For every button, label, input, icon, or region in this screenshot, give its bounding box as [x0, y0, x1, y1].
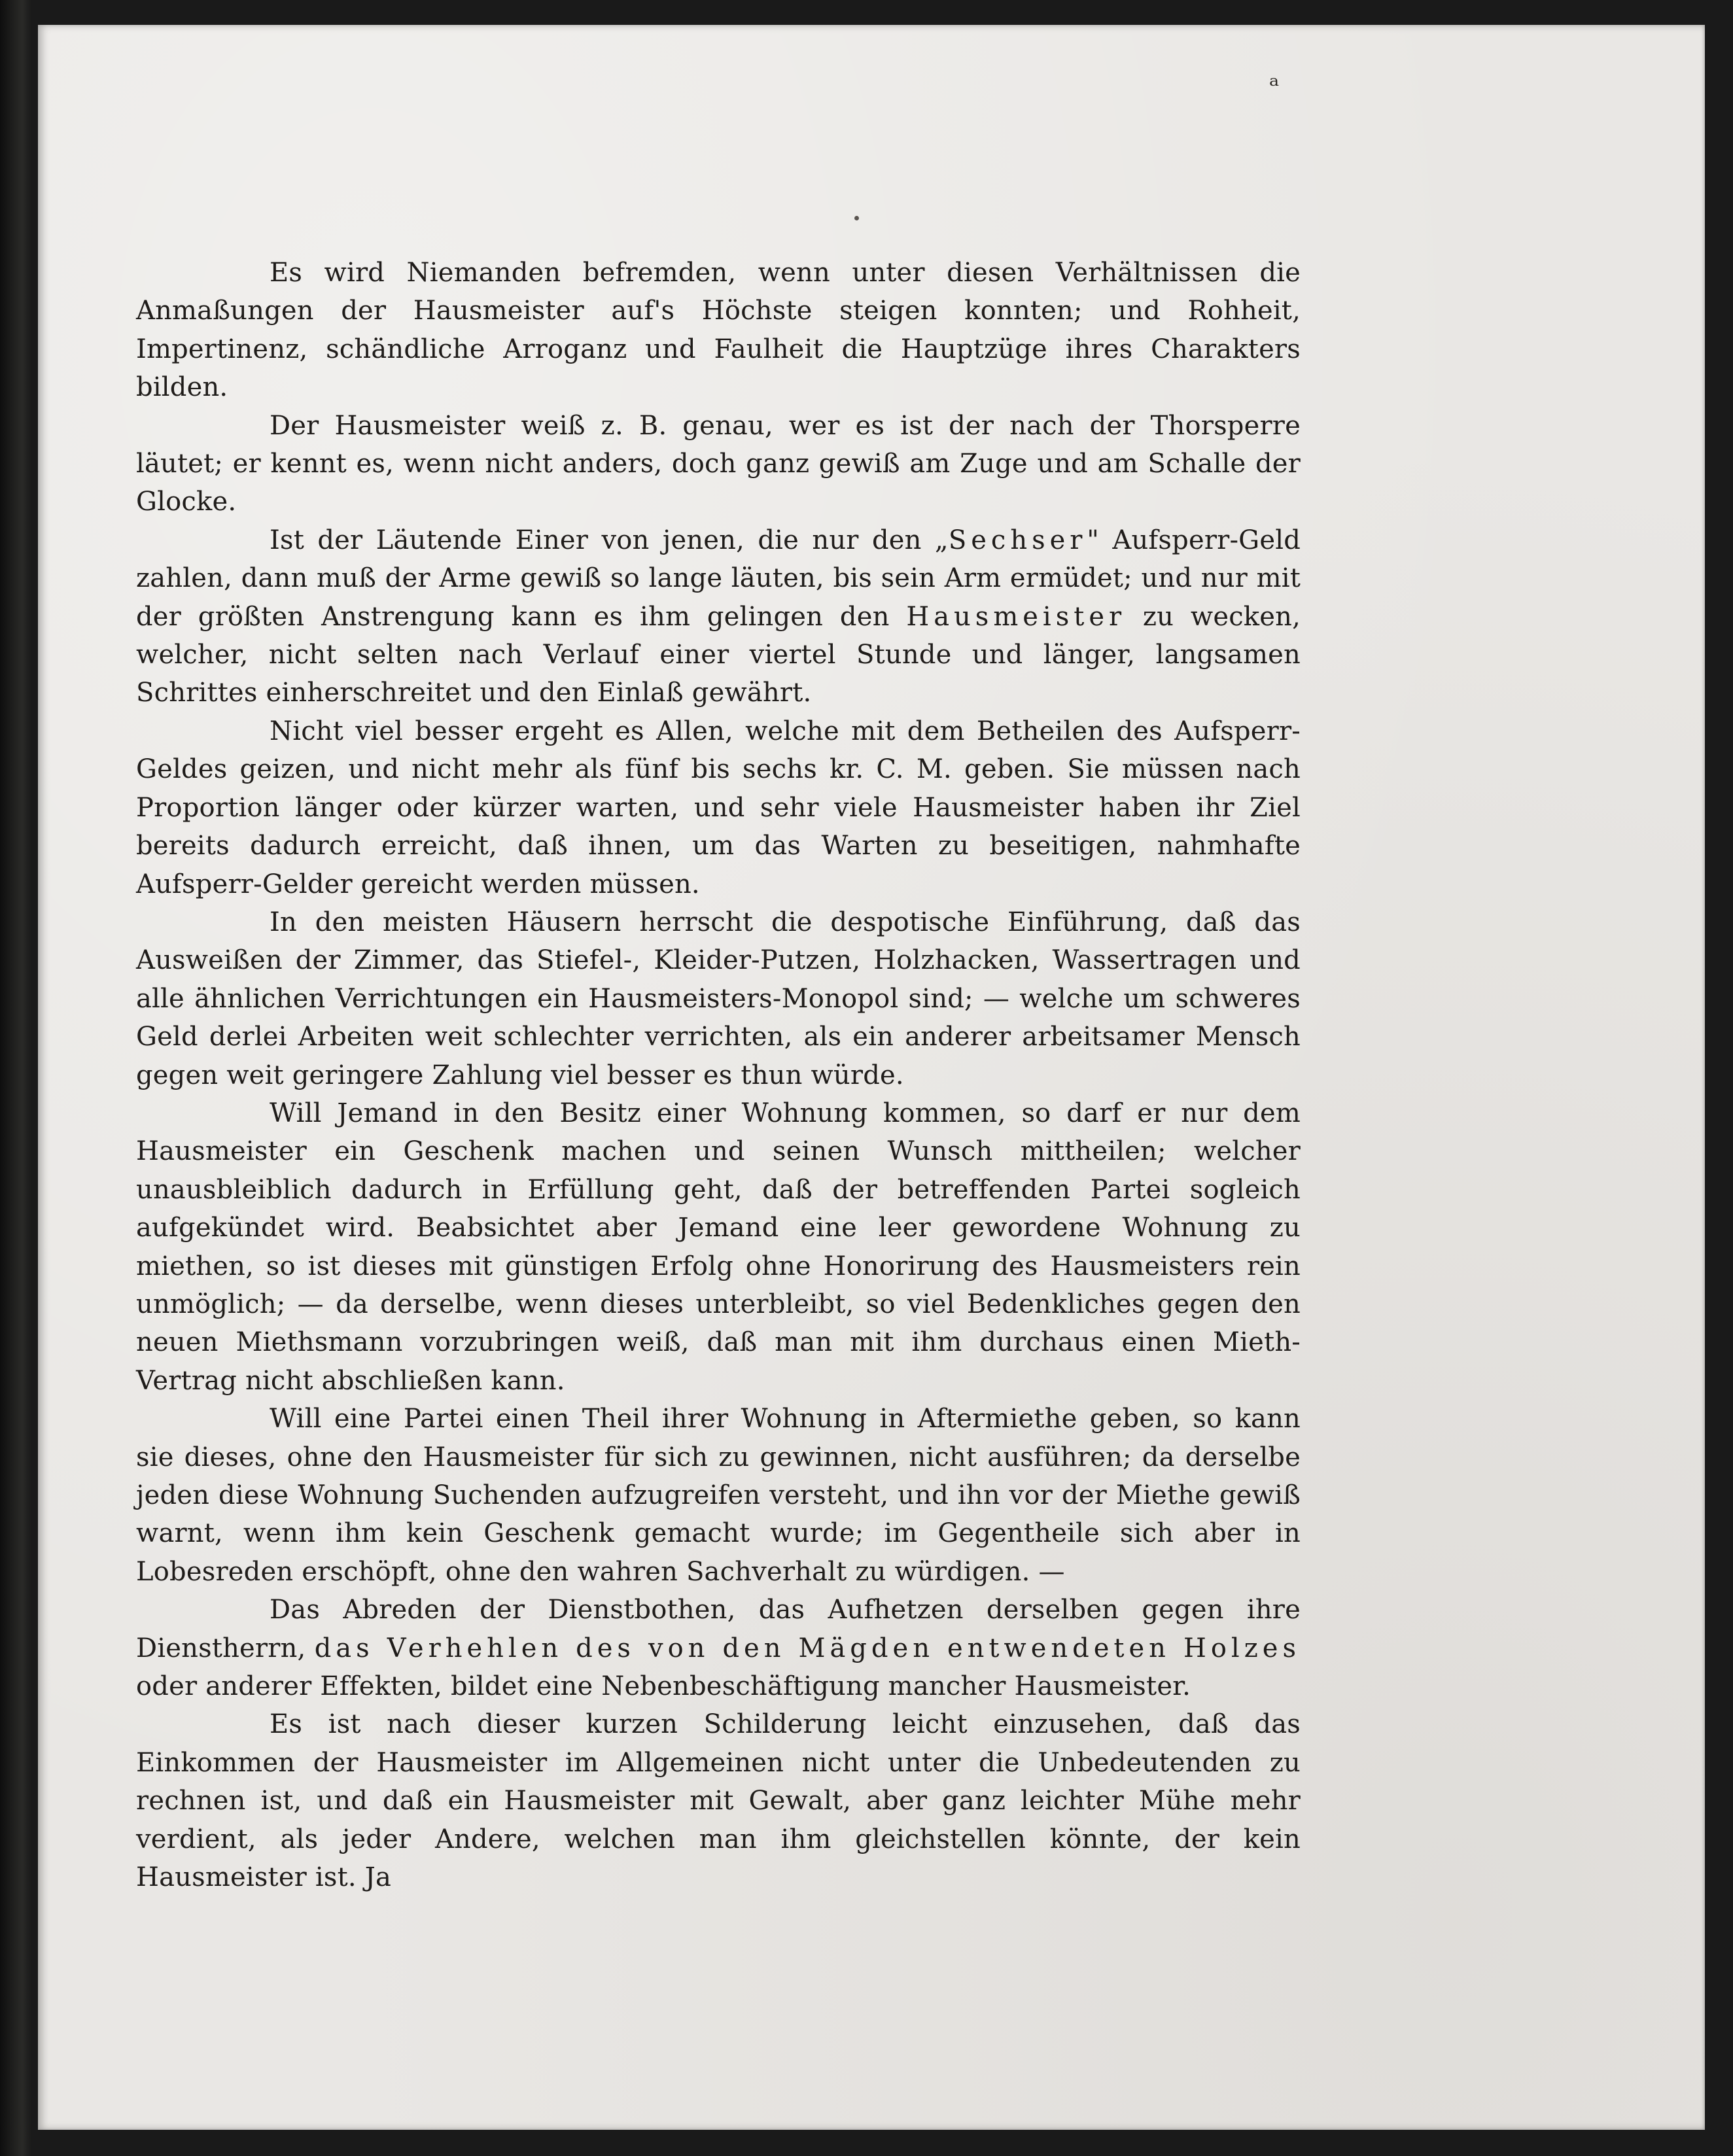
paragraph	[136, 903, 1301, 1094]
paragraph-text: zu wecken, welcher, nicht selten nach Verlauf einer viertel Stunde und länger, langsamen Schrittes einherschreitet und den Einlaß gewährt.	[136, 601, 1301, 708]
paragraph	[136, 1400, 1301, 1591]
paragraph-text: Nicht viel besser ergeht es Allen, welche mit dem Betheilen des Aufsperr-Geldes geizen, und nicht mehr als fünf bis sechs kr. C. M. geben. Sie müssen nach Proportion länger oder kürzer warten, und sehr viele Hausmeister haben ihr Ziel bereits dadurch erreicht, daß ihnen, um das Warten zu beseitigen, nahmhafte Aufsperr-Gelder gereicht werden müssen.	[136, 716, 1301, 899]
paragraph	[136, 712, 1301, 903]
ink-dot	[854, 216, 859, 220]
paragraph-text: oder anderer Effekten, bildet eine Nebenbeschäftigung mancher Hausmeister.	[136, 1671, 1191, 1702]
paragraph-text: In den meisten Häusern herrscht die despotische Einführung, daß das Ausweißen der Zimmer, das Stiefel-, Kleider-Putzen, Holzhacken, Wassertragen und alle ähnlichen Verrichtungen ein Hausmeisters-Monopol sind; — welche um schweres Geld derlei Arbeiten weit schlechter verrichten, als ein anderer arbeitsamer Mensch gegen weit geringere Zahlung viel besser es thun würde.	[136, 907, 1301, 1090]
paragraph-text: Ist der Läutende Einer von jenen, die nur den „	[270, 525, 949, 555]
paragraph	[136, 1094, 1301, 1400]
corner-mark: ᵃ	[1269, 71, 1280, 101]
emphasized-text: Hausmeister	[906, 601, 1127, 632]
paragraph-text: Will eine Partei einen Theil ihrer Wohnung in Aftermiethe geben, so kann sie dieses, ohne den Hausmeister für sich zu gewinnen, nicht ausführen; da derselbe jeden diese Wohnung Suchenden aufzugreifen versteht, und ihn vor der Miethe gewiß warnt, wenn ihm kein Geschenk gemacht wurde; im Gegentheile sich aber in Lobesreden erschöpft, ohne den wahren Sachverhalt zu würdigen. —	[136, 1404, 1301, 1587]
paragraph-text: Das Abreden der Dienstbothen, das Aufhetzen derselben gegen ihre Dienstherrn,	[136, 1595, 1301, 1663]
paragraph-text: Der Hausmeister weiß z. B. genau, wer es ist der nach der Thorsperre läutet; er kennt es, wenn nicht anders, doch ganz gewiß am Zuge und am Schalle der Glocke.	[136, 410, 1301, 517]
paragraph	[136, 521, 1301, 712]
emphasized-text: Sechser	[948, 525, 1087, 555]
page-sheet	[38, 25, 1705, 2130]
paragraph-text: Es ist nach dieser kurzen Schilderung leicht einzusehen, daß das Einkommen der Hausmeister im Allgemeinen nicht unter die Unbedeutenden zu rechnen ist, und daß ein Hausmeister mit Gewalt, aber ganz leichter Mühe mehr verdient, als jeder Andere, welchen man ihm gleichstellen könnte, der kein Hausmeister ist. Ja	[136, 1709, 1301, 1893]
paragraph	[136, 254, 1301, 407]
body-text	[136, 254, 1301, 1896]
paragraph	[136, 1591, 1301, 1705]
binding-edge	[0, 0, 31, 2156]
paragraph	[136, 1705, 1301, 1896]
paragraph-text: Will Jemand in den Besitz einer Wohnung kommen, so darf er nur dem Hausmeister ein Geschenk machen und seinen Wunsch mittheilen; welcher unausbleiblich dadurch in Erfüllung geht, daß der betreffenden Partei sogleich aufgekündet wird. Beabsichtet aber Jemand eine leer gewordene Wohnung zu miethen, so ist dieses mit günstigen Erfolg ohne Honorirung des Hausmeisters rein unmöglich; — da derselbe, wenn dieses unterbleibt, so viel Bedenkliches gegen den neuen Miethsmann vorzubringen weiß, daß man mit ihm durchaus einen Mieth-Vertrag nicht abschließen kann.	[136, 1098, 1301, 1396]
paragraph-text: Es wird Niemanden befremden, wenn unter diesen Verhältnissen die Anmaßungen der Hausmeister auf's Höchste steigen konnten; und Rohheit, Impertinenz, schändliche Arroganz und Faulheit die Hauptzüge ihres Charakters bilden.	[136, 258, 1301, 403]
paragraph-text: " Aufsperr-Geld zahlen, dann muß der Arme gewiß so lange läuten, bis sein Arm ermüdet; und nur mit der größten Anstrengung kann es ihm gelingen den	[136, 525, 1301, 632]
emphasized-text: das Verhehlen des von den Mägden entwendeten Holzes	[314, 1633, 1301, 1663]
paragraph	[136, 407, 1301, 521]
